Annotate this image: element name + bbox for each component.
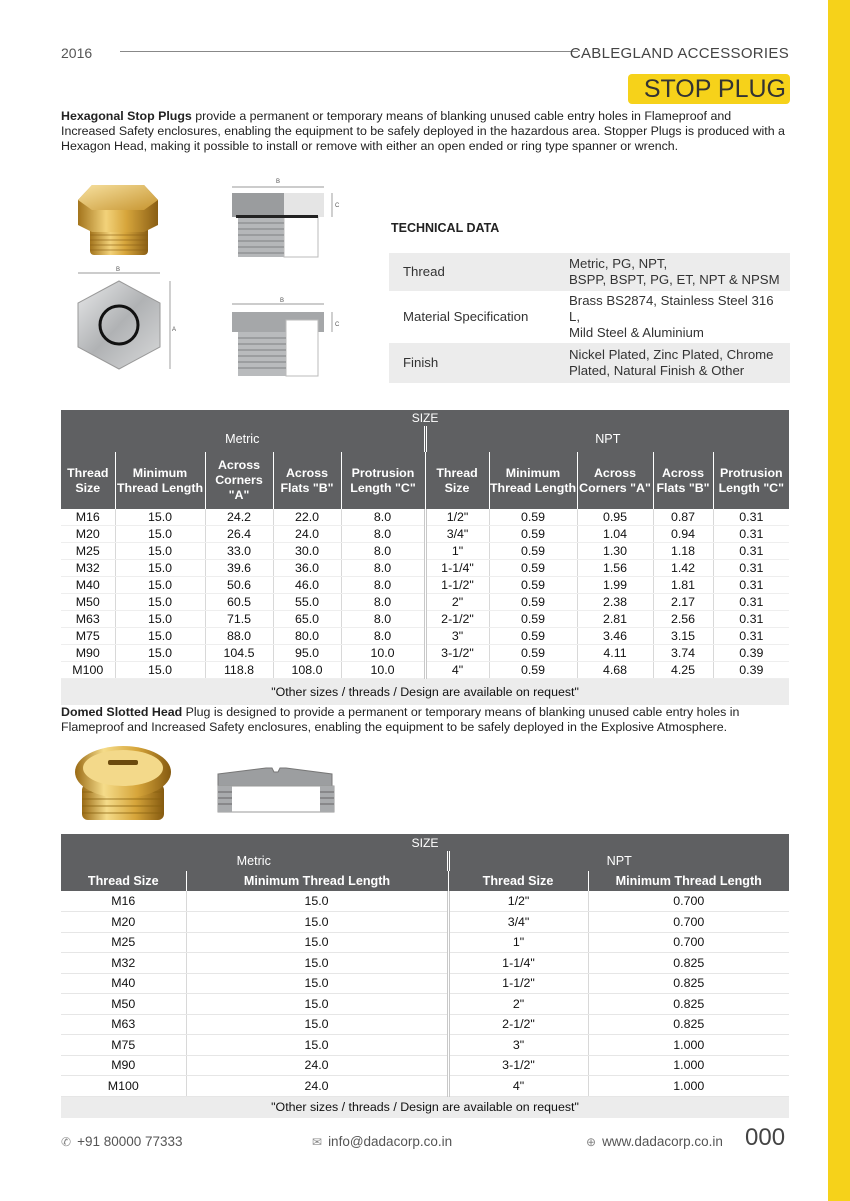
table-cell: 15.0 [186, 973, 448, 994]
phone-icon: ✆ [61, 1135, 72, 1149]
table-row [61, 594, 789, 611]
tech-value [555, 343, 790, 383]
table-cell: M100 [61, 662, 115, 679]
column-header [425, 452, 489, 509]
table-cell: 95.0 [273, 645, 341, 662]
table-cell: M32 [61, 953, 186, 974]
tech-value-line: Mild Steel & Aluminium [569, 325, 704, 340]
table-cell: 8.0 [341, 526, 425, 543]
table-cell: 15.0 [186, 1035, 448, 1056]
tech-row-finish [389, 343, 790, 383]
table-cell: 15.0 [115, 560, 205, 577]
table-row [61, 645, 789, 662]
table-cell: 0.59 [489, 662, 577, 679]
table-cell: 3.46 [577, 628, 653, 645]
table-cell: M20 [61, 526, 115, 543]
domed-plug-size-table [61, 834, 789, 1118]
technical-data-title: TECHNICAL DATA [391, 221, 500, 235]
table-cell: 8.0 [341, 594, 425, 611]
table-cell: 2.38 [577, 594, 653, 611]
column-header: Minimum Thread Length [186, 871, 448, 891]
table-cell: 15.0 [186, 891, 448, 912]
tech-value [555, 291, 790, 343]
table-cell: 0.59 [489, 628, 577, 645]
table-cell: 1.000 [588, 1055, 789, 1076]
column-header-line: Protrusion [719, 465, 783, 480]
column-header [577, 452, 653, 509]
table-cell: 4" [448, 1076, 588, 1097]
column-header-line: Flats "B" [280, 480, 334, 495]
availability-note: "Other sizes / threads / Design are available on request" [61, 679, 789, 705]
size-header: SIZE [61, 410, 789, 426]
table-cell: M32 [61, 560, 115, 577]
table-cell: 0.39 [713, 645, 789, 662]
table-cell: 4.68 [577, 662, 653, 679]
table-cell: 0.87 [653, 509, 713, 526]
table-cell: M63 [61, 611, 115, 628]
column-header: Thread Size [448, 871, 588, 891]
table-cell: 55.0 [273, 594, 341, 611]
table-cell: 0.700 [588, 891, 789, 912]
footer-email [312, 1134, 452, 1149]
table-cell: 1" [425, 543, 489, 560]
table-cell: 15.0 [115, 645, 205, 662]
column-header-line: Length "C" [350, 480, 416, 495]
table-cell: 1.30 [577, 543, 653, 560]
table-row [61, 932, 789, 953]
column-header [115, 452, 205, 509]
table-cell: 1-1/4" [425, 560, 489, 577]
table-cell: 0.31 [713, 526, 789, 543]
table-row [61, 560, 789, 577]
table-cell: 80.0 [273, 628, 341, 645]
table-cell: 4.11 [577, 645, 653, 662]
dim-label-c: C [335, 203, 340, 209]
table-cell: M75 [61, 628, 115, 645]
column-header-line: Protrusion [351, 465, 415, 480]
table-cell: 24.0 [273, 526, 341, 543]
table-row [61, 1014, 789, 1035]
email-address[interactable]: info@dadacorp.co.in [328, 1134, 453, 1149]
table-cell: 1.56 [577, 560, 653, 577]
column-header-line: Flats "B" [656, 480, 710, 495]
table-cell: M50 [61, 994, 186, 1015]
table-cell: 0.31 [713, 560, 789, 577]
table-cell: 0.700 [588, 932, 789, 953]
npt-header: NPT [425, 426, 789, 452]
table-cell: 50.6 [205, 577, 273, 594]
column-header-line: Across [661, 465, 704, 480]
table-row [61, 973, 789, 994]
table-cell: 1.000 [588, 1035, 789, 1056]
intro-text: provide a permanent or temporary means of blanking unused cable entry holes in Flameproof and Increased Safety enclosures, enabling the equipment to be safely deployed in the hazardous area. Stopper Plugs is produced with a Hexagon Head, making it possible to install or remove with either an open ended or ring type spanner or wrench. [61, 109, 785, 153]
table-cell: M75 [61, 1035, 186, 1056]
table-cell: M100 [61, 1076, 186, 1097]
table-cell: 1-1/2" [425, 577, 489, 594]
table-cell: 15.0 [115, 628, 205, 645]
hex-plug-top-drawing [66, 265, 181, 375]
table-cell: 15.0 [115, 611, 205, 628]
table-row [61, 509, 789, 526]
table-cell: 0.59 [489, 577, 577, 594]
column-header [341, 452, 425, 509]
table-cell: 3" [448, 1035, 588, 1056]
domed-plug-photo [72, 744, 174, 824]
column-header-line: Minimum [505, 465, 561, 480]
table-cell: 65.0 [273, 611, 341, 628]
table-row [61, 1055, 789, 1076]
npt-header: NPT [448, 851, 789, 871]
table-cell: 0.825 [588, 973, 789, 994]
table-cell: M25 [61, 932, 186, 953]
table-cell: 1.99 [577, 577, 653, 594]
table-cell: 0.825 [588, 994, 789, 1015]
column-header-line: Length "C" [718, 480, 785, 495]
footer-phone [61, 1134, 183, 1149]
column-header-line: Thread Length [116, 480, 204, 495]
dim-label-b: B [276, 179, 281, 185]
table-cell: 8.0 [341, 577, 425, 594]
column-header [713, 452, 789, 509]
tech-value-line: BSPP, BSPT, PG, ET, NPT & NPSM [569, 272, 780, 287]
table-cell: 1/2" [425, 509, 489, 526]
column-header [653, 452, 713, 509]
table-cell: 3.15 [653, 628, 713, 645]
table-cell: M16 [61, 509, 115, 526]
table-cell: 2-1/2" [425, 611, 489, 628]
table-cell: 1" [448, 932, 588, 953]
column-header: Minimum Thread Length [588, 871, 789, 891]
table-cell: 36.0 [273, 560, 341, 577]
intro-paragraph [61, 109, 787, 154]
table-cell: 8.0 [341, 628, 425, 645]
header-rule [120, 51, 578, 52]
column-header-line: Thread [67, 465, 109, 480]
intro-lead: Hexagonal Stop Plugs [61, 109, 192, 123]
tech-value-line: Nickel Plated, Zinc Plated, Chrome [569, 347, 774, 362]
tech-key: Finish [389, 343, 555, 383]
table-cell: 15.0 [186, 932, 448, 953]
table-cell: 3" [425, 628, 489, 645]
table-cell: 1-1/2" [448, 973, 588, 994]
table-cell: 4" [425, 662, 489, 679]
table-row [61, 891, 789, 912]
table-cell: 1/2" [448, 891, 588, 912]
table-cell: 15.0 [115, 662, 205, 679]
header-year: 2016 [61, 45, 93, 61]
page-edge-stripe [828, 0, 850, 1201]
table-cell: 3-1/2" [425, 645, 489, 662]
table-cell: 4.25 [653, 662, 713, 679]
table-cell: 10.0 [341, 645, 425, 662]
metric-header: Metric [61, 851, 448, 871]
table-cell: 0.59 [489, 594, 577, 611]
page-number: 000 [745, 1124, 786, 1151]
metric-header: Metric [61, 426, 425, 452]
header-category: CABLEGLAND ACCESSORIES [569, 45, 789, 62]
size-header: SIZE [61, 834, 789, 851]
footer-web [586, 1134, 723, 1149]
table-cell: 15.0 [115, 577, 205, 594]
table-cell: 1.18 [653, 543, 713, 560]
domed-lead: Domed Slotted Head [61, 705, 183, 719]
column-header [273, 452, 341, 509]
table-cell: 15.0 [115, 543, 205, 560]
table-cell: 15.0 [186, 912, 448, 933]
table-cell: 15.0 [115, 594, 205, 611]
table-cell: 2-1/2" [448, 1014, 588, 1035]
table-row [61, 953, 789, 974]
table-cell: M16 [61, 891, 186, 912]
table-cell: 0.95 [577, 509, 653, 526]
column-header-line: Thread [436, 465, 478, 480]
column-header-line: Minimum [132, 465, 188, 480]
tech-key: Material Specification [403, 309, 529, 324]
table-cell: 0.31 [713, 628, 789, 645]
tech-row-material [389, 291, 790, 343]
table-cell: 8.0 [341, 509, 425, 526]
domed-plug-section-drawing [216, 766, 336, 816]
dim-label-b2: B [280, 298, 285, 304]
table-row [61, 662, 789, 679]
table-cell: M40 [61, 973, 186, 994]
hex-plug-section-drawing [224, 296, 349, 381]
table-cell: 3-1/2" [448, 1055, 588, 1076]
table-cell: 0.31 [713, 543, 789, 560]
hex-plug-side-drawing [224, 173, 349, 263]
table-cell: 0.31 [713, 509, 789, 526]
table-cell: 3/4" [425, 526, 489, 543]
table-cell: M40 [61, 577, 115, 594]
table-cell: 0.825 [588, 953, 789, 974]
table-cell: 8.0 [341, 560, 425, 577]
table-cell: 0.59 [489, 509, 577, 526]
table-row [61, 912, 789, 933]
column-header: Thread Size [87, 874, 159, 888]
table-cell: M90 [61, 645, 115, 662]
table-row [61, 994, 789, 1015]
table-cell: 2" [448, 994, 588, 1015]
table-cell: 1.42 [653, 560, 713, 577]
column-header-line: Size [75, 480, 101, 495]
domed-paragraph [61, 705, 787, 735]
domed-text: Plug is designed to provide a permanent or temporary means of blanking unused cable entry holes in Flameproof and Increased Safety enclosures, enabling the equipment to be safely deployed in the Explosive Atmosphere. [61, 705, 740, 734]
table-cell: 15.0 [115, 526, 205, 543]
table-row [61, 628, 789, 645]
dim-label-a: A [172, 327, 177, 333]
tech-value-line: Metric, PG, NPT, [569, 256, 668, 271]
page-title: STOP PLUG [643, 75, 786, 103]
table-row [61, 1035, 789, 1056]
tech-row-thread [389, 253, 790, 291]
table-cell: 30.0 [273, 543, 341, 560]
hex-plug-size-table [61, 410, 789, 705]
table-cell: 3.74 [653, 645, 713, 662]
table-cell: 71.5 [205, 611, 273, 628]
table-cell: 46.0 [273, 577, 341, 594]
table-cell: 0.59 [489, 526, 577, 543]
column-header [205, 452, 273, 509]
table-cell: 3/4" [448, 912, 588, 933]
table-cell: M20 [61, 912, 186, 933]
table-cell: 15.0 [115, 509, 205, 526]
tech-key: Thread [389, 253, 555, 291]
table-cell: 118.8 [205, 662, 273, 679]
table-cell: 0.59 [489, 560, 577, 577]
table-cell: 8.0 [341, 611, 425, 628]
table-cell: 22.0 [273, 509, 341, 526]
globe-icon: ⊕ [586, 1135, 597, 1149]
table-cell: 8.0 [341, 543, 425, 560]
table-cell: 24.0 [186, 1055, 448, 1076]
table-cell: 0.825 [588, 1014, 789, 1035]
table-cell: 1.04 [577, 526, 653, 543]
table-cell: 2.56 [653, 611, 713, 628]
table-row [61, 1076, 789, 1097]
dim-label-b-top: B [116, 267, 121, 273]
table-cell: 0.39 [713, 662, 789, 679]
table-cell: 0.700 [588, 912, 789, 933]
phone-number[interactable]: +91 80000 77333 [77, 1134, 183, 1149]
table-cell: 108.0 [273, 662, 341, 679]
table-cell: 104.5 [205, 645, 273, 662]
availability-note: "Other sizes / threads / Design are available on request" [61, 1096, 789, 1118]
table-cell: 26.4 [205, 526, 273, 543]
table-cell: 15.0 [186, 1014, 448, 1035]
column-header-line: Across [285, 465, 328, 480]
table-cell: 60.5 [205, 594, 273, 611]
table-cell: 24.2 [205, 509, 273, 526]
table-cell: 0.31 [713, 594, 789, 611]
table-cell: 88.0 [205, 628, 273, 645]
email-icon: ✉ [312, 1135, 323, 1149]
table-cell: 2" [425, 594, 489, 611]
column-header [61, 452, 115, 509]
tech-value-line: Plated, Natural Finish & Other [569, 363, 745, 378]
table-cell: 0.94 [653, 526, 713, 543]
column-header-line: Corners "A" [215, 473, 263, 502]
table-cell: 0.31 [713, 611, 789, 628]
table-cell: 33.0 [205, 543, 273, 560]
column-header-line: Across [217, 458, 260, 472]
dim-label-c2: C [335, 322, 340, 328]
table-cell: M25 [61, 543, 115, 560]
hex-plug-photo [72, 180, 162, 260]
table-row [61, 577, 789, 594]
tech-value-line: Brass BS2874, Stainless Steel 316 L, [569, 293, 774, 324]
table-cell: 2.81 [577, 611, 653, 628]
table-cell: 15.0 [186, 953, 448, 974]
table-cell: 24.0 [186, 1076, 448, 1097]
table-cell: 0.59 [489, 611, 577, 628]
column-header-line: Across [593, 465, 636, 480]
table-cell: 0.31 [713, 577, 789, 594]
table-cell: 39.6 [205, 560, 273, 577]
table-row [61, 543, 789, 560]
table-cell: 2.17 [653, 594, 713, 611]
table-cell: M50 [61, 594, 115, 611]
table-row [61, 526, 789, 543]
table-cell: M90 [61, 1055, 186, 1076]
table-cell: 10.0 [341, 662, 425, 679]
table-cell: M63 [61, 1014, 186, 1035]
column-header-line: Size [444, 480, 470, 495]
table-cell: 0.59 [489, 543, 577, 560]
column-header-line: Corners "A" [579, 480, 651, 495]
table-row [61, 611, 789, 628]
website-link[interactable]: www.dadacorp.co.in [602, 1134, 723, 1149]
table-cell: 0.59 [489, 645, 577, 662]
table-cell: 1-1/4" [448, 953, 588, 974]
table-cell: 1.000 [588, 1076, 789, 1097]
technical-data-table [389, 253, 790, 383]
table-cell: 15.0 [186, 994, 448, 1015]
column-header [489, 452, 577, 509]
table-cell: 1.81 [653, 577, 713, 594]
tech-value [555, 253, 790, 291]
column-header-line: Thread Length [489, 480, 577, 495]
